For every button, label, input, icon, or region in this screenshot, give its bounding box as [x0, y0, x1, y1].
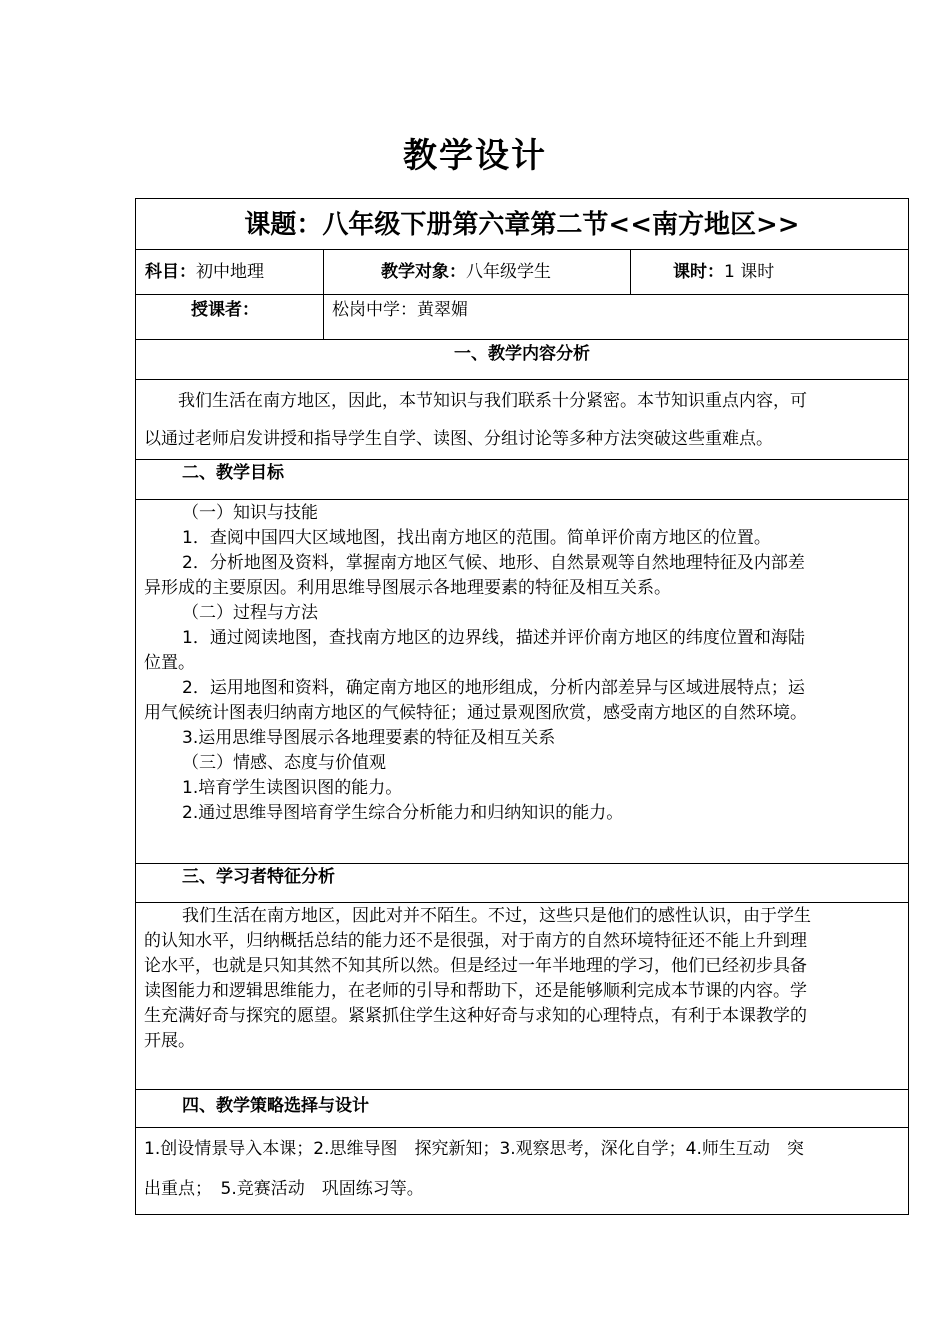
section3-body: [144, 904, 900, 1054]
hours-label: 课时：: [673, 262, 724, 282]
paragraph-line: （一）知识与技能: [182, 503, 318, 523]
paragraph-line: 用气候统计图表归纳南方地区的气候特征；通过景观图欣赏，感受南方地区的自然环境。: [144, 703, 807, 723]
paragraph-line: （三）情感、态度与价值观: [182, 753, 386, 773]
document-title: 教学设计: [403, 136, 547, 176]
row-divider: [136, 379, 908, 380]
section1-body: [144, 382, 900, 458]
paragraph-line: 1．通过阅读地图，查找南方地区的边界线，描述并评价南方地区的纬度位置和海陆: [182, 628, 805, 648]
section4-heading: 四、教学策略选择与设计: [182, 1096, 369, 1116]
teacher-value: 松岗中学：黄翠媚: [332, 300, 468, 320]
paragraph-line: 2．分析地图及资料，掌握南方地区气候、地形、自然景观等自然地理特征及内部差: [182, 553, 805, 573]
paragraph-line: 读图能力和逻辑思维能力，在老师的引导和帮助下，还是能够顺利完成本节课的内容。学: [144, 981, 807, 1001]
audience-value: 八年级学生: [466, 262, 551, 282]
section3-heading: 三、学习者特征分析: [182, 867, 335, 887]
paragraph-line: 1．查阅中国四大区域地图，找出南方地区的范围。简单评价南方地区的位置。: [182, 528, 771, 548]
paragraph-line: 3.运用思维导图展示各地理要素的特征及相互关系: [182, 728, 556, 748]
subject-cell: [145, 260, 264, 284]
row-divider: [136, 249, 908, 250]
paragraph-line: 以通过老师启发讲授和指导学生自学、读图、分组讨论等多种方法突破这些重难点。: [144, 429, 773, 449]
row-divider: [136, 1127, 908, 1128]
section2-heading: 二、教学目标: [182, 463, 284, 483]
row-divider: [136, 499, 908, 500]
paragraph-line: （二）过程与方法: [182, 603, 318, 623]
paragraph-line: 出重点； 5.竞赛活动 巩固练习等。: [144, 1179, 424, 1199]
audience-cell: [381, 260, 551, 284]
teacher-label: 授课者：: [191, 300, 259, 320]
row-divider: [136, 902, 908, 903]
paragraph-line: 生充满好奇与探究的愿望。紧紧抓住学生这种好奇与求知的心理特点，有利于本课教学的: [144, 1006, 807, 1026]
paragraph-line: 论水平，也就是只知其然不知其所以然。但是经过一年半地理的学习，他们已经初步具备: [144, 956, 807, 976]
subject-value: 初中地理: [196, 262, 264, 282]
section1-heading: 一、教学内容分析: [454, 344, 590, 364]
row-divider: [136, 459, 908, 460]
paragraph-line: 开展。: [144, 1031, 195, 1051]
column-divider: [323, 249, 324, 339]
row-divider: [136, 863, 908, 864]
lesson-title: 课题：八年级下册第六章第二节<<南方地区>>: [244, 210, 800, 240]
row-divider: [136, 339, 908, 340]
paragraph-line: 位置。: [144, 653, 195, 673]
audience-label: 教学对象：: [381, 262, 466, 282]
paragraph-line: 2．运用地图和资料，确定南方地区的地形组成，分析内部差异与区域进展特点；运: [182, 678, 805, 698]
paragraph-line: 我们生活在南方地区，因此，本节知识与我们联系十分紧密。本节知识重点内容，可: [178, 391, 807, 411]
column-divider: [630, 249, 631, 294]
section2-body: [144, 501, 900, 826]
paragraph-line: 1.创设情景导入本课；2.思维导图 探究新知；3.观察思考，深化自学；4.师生互动 突: [144, 1139, 804, 1159]
paragraph-line: 我们生活在南方地区，因此对并不陌生。不过，这些只是他们的感性认识，由于学生: [182, 906, 811, 926]
paragraph-line: 1.培育学生读图识图的能力。: [182, 778, 403, 798]
lesson-plan-table: [135, 198, 909, 1215]
section4-body: [144, 1129, 900, 1209]
paragraph-line: 的认知水平，归纳概括总结的能力还不是很强，对于南方的自然环境特征还不能上升到理: [144, 931, 807, 951]
row-divider: [136, 1089, 908, 1090]
hours-cell: [673, 260, 774, 284]
row-divider: [136, 294, 908, 295]
subject-label: 科目：: [145, 262, 196, 282]
paragraph-line: 2.通过思维导图培育学生综合分析能力和归纳知识的能力。: [182, 803, 624, 823]
paragraph-line: 异形成的主要原因。利用思维导图展示各地理要素的特征及相互关系。: [144, 578, 671, 598]
hours-value: 1 课时: [724, 262, 775, 282]
